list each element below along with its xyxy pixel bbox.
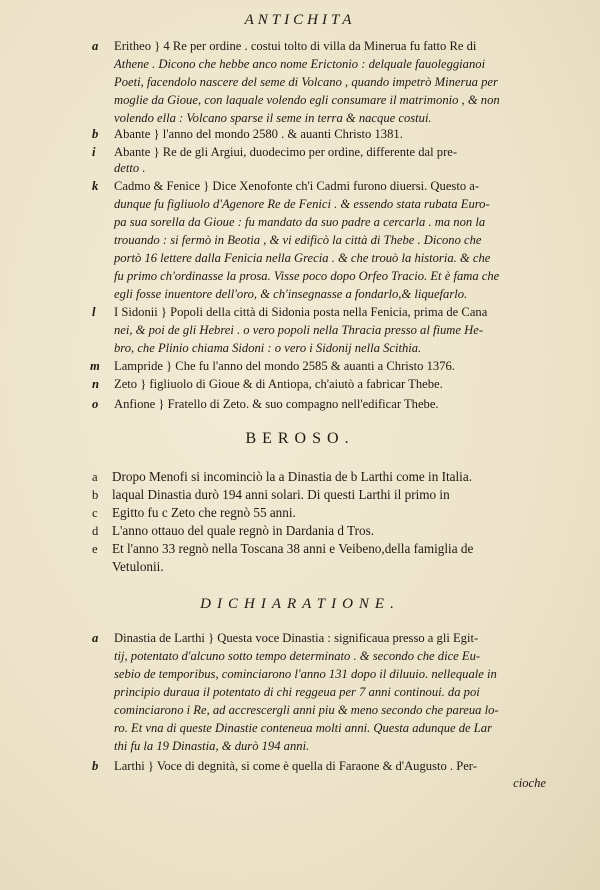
note-marker: n (92, 377, 100, 391)
catchword: cioche (513, 776, 546, 790)
beroso-marker: b (92, 488, 99, 502)
note-text: portò 16 lettere dalla Fenicia nella Grecia . & che trouò la historia. & che (114, 251, 491, 265)
note-marker: o (92, 397, 99, 411)
note-text: moglie da Gioue, con laquale volendo egli consumare il matrimonio , & non (114, 93, 500, 107)
note-text: Anfione } Fratello di Zeto. & suo compagno nell'edificar Thebe. (114, 397, 439, 411)
note-text: Cadmo & Fenice } Dice Xenofonte ch'i Cadmi furono diuersi. Questo a- (114, 179, 480, 193)
note-marker: b (92, 127, 99, 141)
note-marker: m (90, 359, 100, 373)
beroso-marker: a (92, 470, 98, 484)
beroso-marker: c (92, 506, 98, 520)
note-text: nei, & poi de gli Hebrei . o vero popoli nella Thracia presso al fiume He- (114, 323, 484, 337)
note-text: I Sidonii } Popoli della città di Sidonia posta nella Fenicia, prima de Cana (114, 305, 488, 319)
beroso-marker: d (92, 524, 99, 538)
note-text: fu primo ch'ordinasse la prosa. Visse poco dopo Orfeo Tracio. Et è fama che (114, 269, 500, 283)
note-marker: i (92, 145, 96, 159)
note-text: volendo ella : Volcano sparse il seme in terra & nacque costui. (114, 111, 432, 125)
note-text: trouando : si fermò in Beotia , & vi edificò la città di Thebe . Dicono che (114, 233, 482, 247)
beroso-line: laqual Dinastia durò 194 anni solari. Di questi Larthi il primo in (112, 487, 450, 502)
note-text: Dinastia de Larthi } Questa voce Dinastia : significaua presso a gli Egit- (114, 631, 479, 645)
beroso-line: Dropo Menofi si incominciò la a Dinastia de b Larthi come in Italia. (112, 469, 472, 484)
note-text: dunque fu figliuolo d'Agenore Re de Fenici . & essendo stata rubata Euro- (114, 197, 490, 211)
note-marker: l (92, 305, 96, 319)
note-text: Poeti, facendolo nascere del seme di Volcano , quando impetrò Minerua per (114, 75, 498, 89)
note-text: pa sua sorella da Gioue : fu mandato da suo padre a cercarla . ma non la (114, 215, 486, 229)
note-marker: a (92, 631, 99, 645)
note-text: tij, potentato d'alcuno sotto tempo determinato . & secondo che dice Eu- (114, 649, 481, 663)
note-text: Eritheo } 4 Re per ordine . costui tolto di villa da Minerua fu fatto Re di (114, 39, 477, 53)
note-marker: b (92, 759, 99, 773)
note-text: cominciarono i Re, ad accrescergli anni piu & meno secondo che pareua lo- (114, 703, 499, 717)
beroso-marker: e (92, 542, 98, 556)
note-marker: a (92, 39, 99, 53)
note-text: principio duraua il potentato di chi reggeua per 7 anni continoui. da poi (114, 685, 480, 699)
note-text: Larthi } Voce di degnità, si come è quella di Faraone & d'Augusto . Per- (114, 759, 477, 773)
note-text: sebio de temporibus, cominciarono l'anno 131 dopo il diluuio. nellequale in (114, 667, 497, 681)
note-text: Abante } l'anno del mondo 2580 . & auanti Christo 1381. (114, 127, 403, 141)
note-text: egli fosse inuentore dell'oro, & ch'insegnasse a fondarlo,& liquefarlo. (114, 287, 468, 301)
note-marker: k (92, 179, 99, 193)
beroso-line: Egitto fu c Zeto che regnò 55 anni. (112, 505, 296, 520)
note-text: detto . (114, 161, 146, 175)
note-text: ro. Et vna di queste Dinastie conteneua molti anni. Questa adunque de Lar (114, 721, 492, 735)
note-text: Lampride } Che fu l'anno del mondo 2585 & auanti a Christo 1376. (114, 359, 455, 373)
beroso-line: Et l'anno 33 regnò nella Toscana 38 anni e Veibeno,della famiglia de (112, 541, 474, 556)
note-text: thi fu la 19 Dinastia, & durò 194 anni. (114, 739, 310, 753)
section-title-beroso: BEROSO. (245, 430, 355, 447)
note-text: Athene . Dicono che hebbe anco nome Erictonio : delquale fauoleggianoi (114, 57, 486, 71)
note-text: Abante } Re de gli Argiui, duodecimo per ordine, differente dal pre- (114, 145, 458, 159)
section-title-dichiaratione: DICHIARATIONE. (200, 596, 400, 612)
beroso-line: L'anno ottauo del quale regnò in Dardania d Tros. (112, 523, 375, 538)
running-header: ANTICHITA (244, 12, 356, 28)
note-text: Zeto } figliuolo di Gioue & di Antiopa, ch'aiutò a fabricar Thebe. (114, 377, 443, 391)
beroso-line: Vetulonii. (112, 559, 164, 574)
note-text: bro, che Plinio chiama Sidoni : o vero i Sidonij nella Scithia. (114, 341, 422, 355)
